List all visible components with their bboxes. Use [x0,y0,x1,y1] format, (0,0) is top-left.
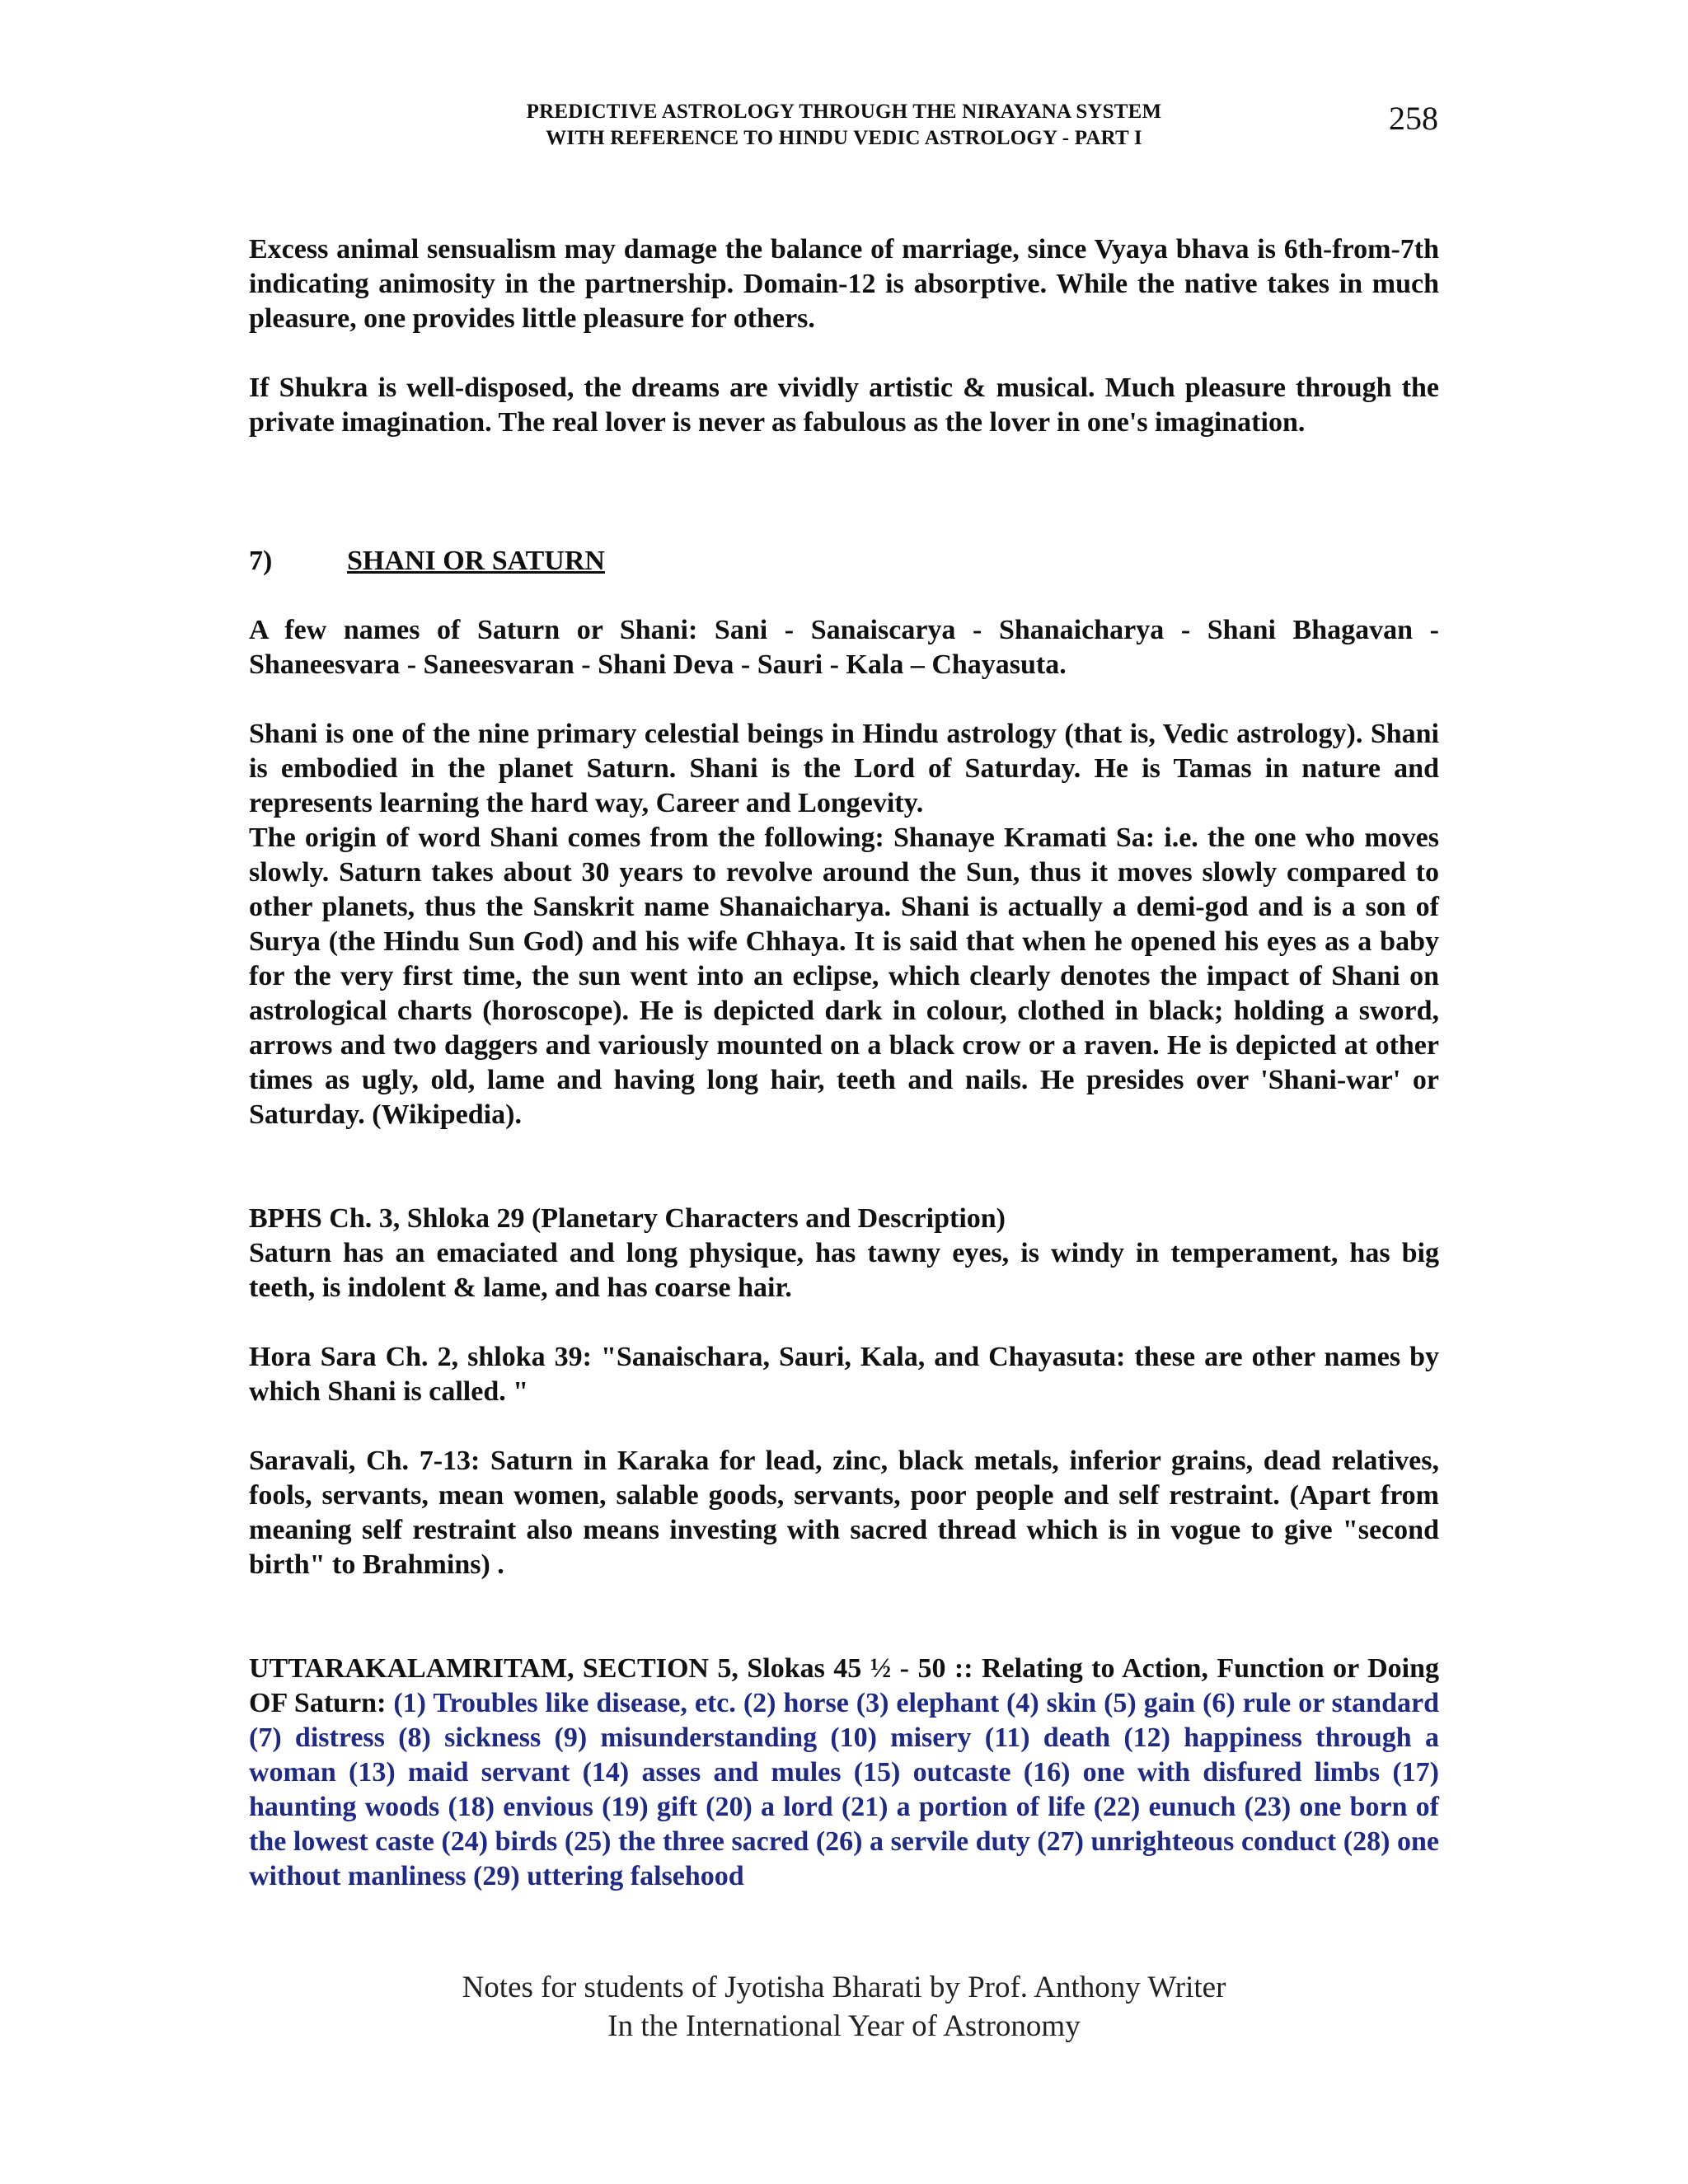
bphs-heading: BPHS Ch. 3, Shloka 29 (Planetary Characters and Description) [249,1203,1006,1234]
footer-line-1: Notes for students of Jyotisha Bharati by Prof. Anthony Writer [462,1971,1226,2004]
header-line-1: PREDICTIVE ASTROLOGY THROUGH THE NIRAYANA SYSTEM [526,101,1162,123]
paragraph-uttarakalamritam [249,1652,1439,1894]
paragraph-shukra: If Shukra is well-disposed, the dreams are vividly artistic & musical. Much pleasure through the private imagination. The real lover is never as fabulous as the lover in one's imagination. [249,373,1439,438]
section-title: SHANI OR SATURN [347,546,605,576]
paragraph-vyaya-bhava: Excess animal sensualism may damage the balance of marriage, since Vyaya bhava is 6th-from-7th indicating animosity in the partnership. Domain-12 is absorptive. While the native takes in much pleasure, one provides little pleasure for others. [249,234,1439,334]
uttarakalamritam-lead: UTTARAKALAMRITAM, SECTION 5, Slokas 45 ½ - 50 :: Relating to Action, Function or Doing OF Saturn: [249,1653,1439,1718]
footer-line-2: In the International Year of Astronomy [607,2009,1081,2043]
paragraph-shani-origin: The origin of word Shani comes from the following: Shanaye Kramati Sa: i.e. the one who moves slowly. Saturn takes about 30 years to revolve around the Sun, thus it moves slowly compared to other planets, thus the Sanskrit name Shanaicharya. Shani is actually a demi-god and is a son of Surya (the Hindu Sun God) and his wife Chhaya. It is said that when he opened his eyes as a baby for the very first time, the sun went into an eclipse, which clearly denotes the impact of Shani on astrological charts (horoscope). He is depicted dark in colour, clothed in black; holding a sword, arrows and two daggers and variously mounted on a black crow or a raven. He is depicted at other times as ugly, old, lame and having long hair, teeth and nails. He presides over 'Shani-war' or Saturday. (Wikipedia). [249,823,1439,1130]
paragraph-bphs: Saturn has an emaciated and long physique, has tawny eyes, is windy in temperament, has big teeth, is indolent & lame, and has coarse hair. [249,1238,1439,1303]
main-content [249,232,1439,1894]
header-line-2: WITH REFERENCE TO HINDU VEDIC ASTROLOGY - PART I [546,127,1142,149]
section-number: 7) [249,546,273,576]
section-heading [249,544,1439,579]
paragraph-hora-sara: Hora Sara Ch. 2, shloka 39: "Sanaischara, Sauri, Kala, and Chayasuta: these are other names by which Shani is called. " [249,1342,1439,1407]
paragraph-saravali: Saravali, Ch. 7-13: Saturn in Karaka for lead, zinc, black metals, inferior grains, dead relatives, fools, servants, mean women, salable goods, servants, poor people and self restraint. (Apart from meaning self restraint also means investing with sacred thread which is in vogue to give "second birth" to Brahmins) . [249,1446,1439,1580]
page-number: 258 [1389,100,1438,137]
paragraph-names-of-saturn: A few names of Saturn or Shani: Sani - Sanaiscarya - Shanaicharya - Shani Bhagavan - Shaneesvara - Saneesvaran - Shani Deva - Sauri - Kala – Chayasuta. [249,615,1439,680]
paragraph-shani-intro: Shani is one of the nine primary celestial beings in Hindu astrology (that is, Vedic astrology). Shani is embodied in the planet Saturn. Shani is the Lord of Saturday. He is Tamas in nature and represents learning the hard way, Career and Longevity. [249,719,1439,818]
page-footer [0,1968,1688,2046]
uttarakalamritam-list: (1) Troubles like disease, etc. (2) horse (3) elephant (4) skin (5) gain (6) rule or standard (7) distress (8) sickness (9) misunderstanding (10) misery (11) death (12) happiness through a woman (13) maid servant (14) asses and mules (15) outcaste (16) one with disfured limbs (17) haunting woods (18) envious (19) gift (20) a lord (21) a portion of life (22) eunuch (23) one born of the lowest caste (24) birds (25) the three sacred (26) a servile duty (27) unrighteous conduct (28) one without manliness (29) uttering falsehood [249,1688,1439,1891]
